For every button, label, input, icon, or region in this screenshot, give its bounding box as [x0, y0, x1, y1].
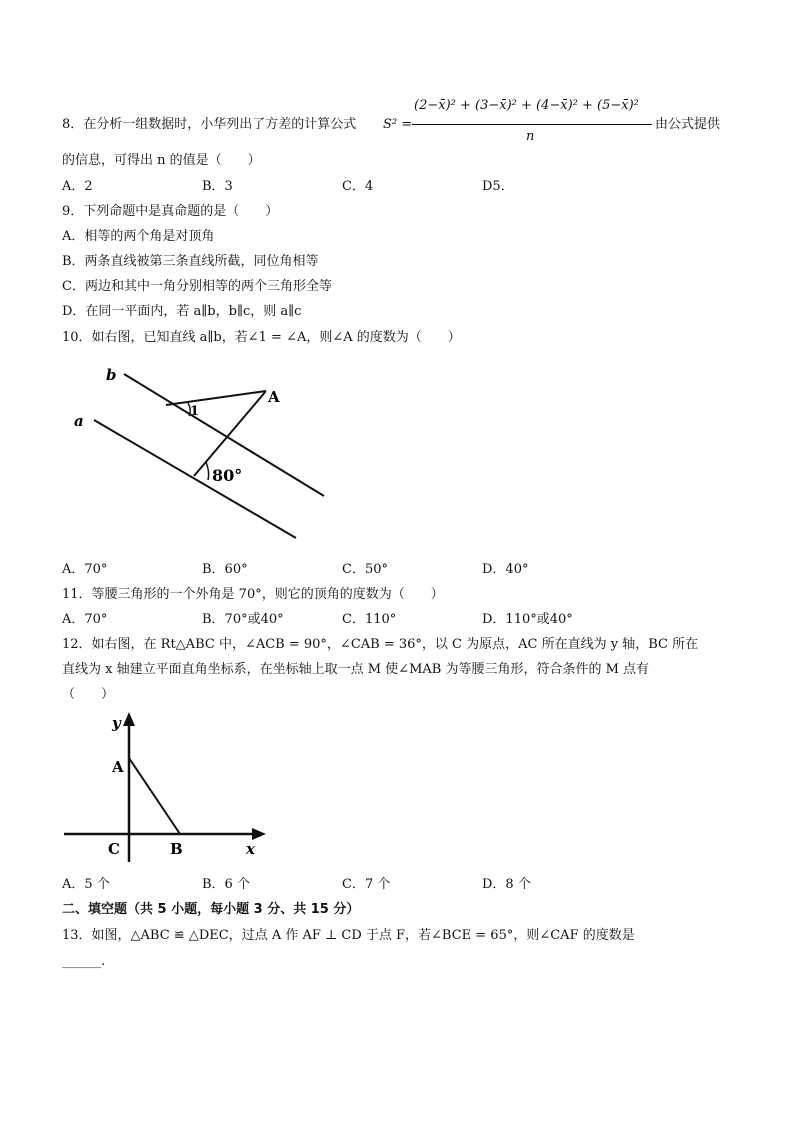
q10-label-b: b	[106, 366, 117, 384]
q12-x-arrow	[252, 828, 266, 840]
q12-label-x: x	[246, 840, 255, 858]
q10-angle-80-arc	[206, 462, 209, 480]
q12-segment-ab	[129, 758, 180, 834]
q9-option-b: B．两条直线被第三条直线所截，同位角相等	[62, 254, 319, 269]
q8-option-d: D5．	[482, 179, 514, 194]
q10-transversal	[194, 391, 266, 476]
q11-option-a: A．70°	[62, 612, 108, 627]
q12-label-y: y	[112, 714, 121, 732]
q12-line3: （ ）	[62, 687, 115, 702]
q8-formula-denominator: n	[526, 129, 535, 144]
q8-option-a: A．2	[62, 179, 93, 194]
q11-option-b: B．70°或40°	[202, 612, 284, 627]
q12-line1: 12．如右图，在 Rt△ABC 中，∠ACB = 90°，∠CAB = 36°，以 C 为原点，AC 所在直线为 y 轴，BC 所在	[62, 637, 699, 652]
q11-option-c: C．110°	[342, 612, 397, 627]
q10-label-A: A	[268, 388, 280, 406]
q12-option-b: B．6 个	[202, 877, 250, 892]
q12-option-d: D．8 个	[482, 877, 531, 892]
q12-label-B: B	[170, 840, 183, 858]
q12-figure	[62, 712, 282, 867]
q12-option-c: C．7 个	[342, 877, 391, 892]
q12-label-A: A	[112, 758, 124, 776]
q8-line2: 的信息，可得出 n 的值是（ ）	[62, 153, 261, 168]
q11-stem: 11．等腰三角形的一个外角是 70°，则它的顶角的度数为（ ）	[62, 587, 444, 602]
q8-option-c: C．4	[342, 179, 374, 194]
q9-option-c: C．两边和其中一角分别相等的两个三角形全等	[62, 279, 332, 294]
q10-label-1: 1	[190, 404, 200, 419]
section2-title: 二、填空题（共 5 小题，每小题 3 分、共 15 分）	[62, 902, 360, 917]
q8-fraction-bar	[412, 124, 652, 125]
q8-option-b: B．3	[202, 179, 233, 194]
q10-stem: 10．如右图，已知直线 a∥b，若∠1 = ∠A，则∠A 的度数为（ ）	[62, 330, 461, 345]
q9-stem: 9．下列命题中是真命题的是（ ）	[62, 204, 279, 219]
q10-line-a	[94, 420, 296, 538]
q12-option-a: A．5 个	[62, 877, 110, 892]
q13-line1: 13．如图，△ABC ≌ △DEC，过点 A 作 AF ⊥ CD 于点 F，若∠BCE = 65°，则∠CAF 的度数是	[62, 928, 635, 943]
q10-label-80: 80°	[212, 466, 243, 485]
q10-figure	[62, 356, 362, 556]
q12-label-C: C	[108, 840, 120, 858]
q10-option-c: C．50°	[342, 562, 388, 577]
q11-option-d: D．110°或40°	[482, 612, 573, 627]
q8-formula-lhs: S² =	[383, 117, 413, 132]
q10-option-b: B．60°	[202, 562, 248, 577]
q9-option-a: A．相等的两个角是对顶角	[62, 229, 215, 244]
q8-formula-numerator: (2−x̄)² + (3−x̄)² + (4−x̄)² + (5−x̄)²	[414, 98, 639, 113]
q12-y-arrow	[123, 712, 135, 726]
q12-line2: 直线为 x 轴建立平面直角坐标系，在坐标轴上取一点 M 使∠MAB 为等腰三角形，符合条件的 M 点有	[62, 662, 650, 677]
q10-segment-1a	[166, 391, 266, 405]
q9-option-d: D．在同一平面内，若 a∥b，b∥c，则 a∥c	[62, 304, 302, 319]
q10-label-a: a	[74, 412, 84, 430]
q8-suffix: 由公式提供	[655, 117, 721, 132]
q10-option-a: A．70°	[62, 562, 108, 577]
q10-option-d: D．40°	[482, 562, 529, 577]
q13-line2: ______.	[62, 954, 106, 969]
q8-prefix: 8．在分析一组数据时，小华列出了方差的计算公式	[62, 117, 357, 132]
